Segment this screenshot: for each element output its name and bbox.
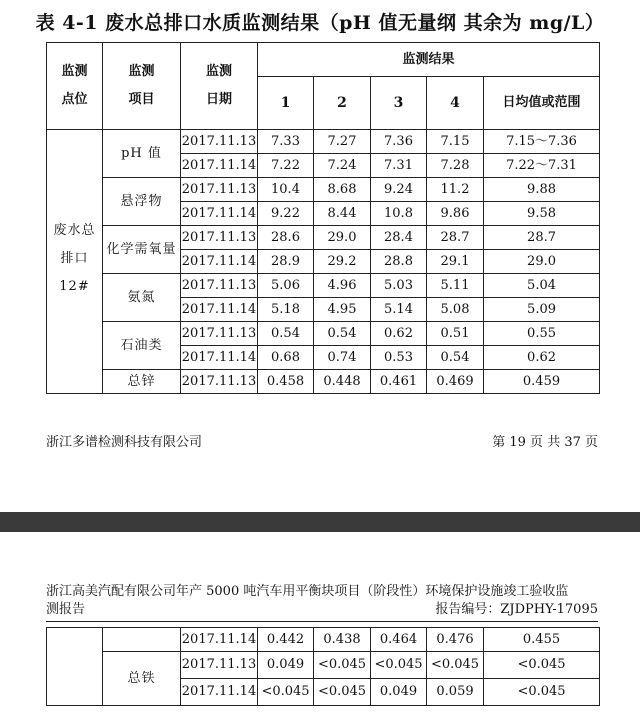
value-cell: 0.049 bbox=[258, 652, 314, 679]
avg-cell: 28.7 bbox=[484, 226, 600, 250]
value-cell: <0.045 bbox=[371, 652, 427, 679]
value-cell: 28.8 bbox=[371, 250, 427, 274]
avg-cell: 7.15～7.36 bbox=[484, 130, 600, 154]
date-cell: 2017.11.13 bbox=[181, 274, 258, 298]
value-cell: 0.059 bbox=[427, 679, 484, 706]
table-row bbox=[47, 652, 600, 679]
value-cell: 5.08 bbox=[427, 298, 484, 322]
date-cell: 2017.11.14 bbox=[181, 202, 258, 226]
header-col-4: 4 bbox=[427, 77, 484, 130]
avg-cell: <0.045 bbox=[484, 679, 600, 706]
date-cell: 2017.11.13 bbox=[181, 370, 258, 394]
avg-cell: 9.58 bbox=[484, 202, 600, 226]
avg-cell: 5.09 bbox=[484, 298, 600, 322]
value-cell: <0.045 bbox=[427, 652, 484, 679]
value-cell: 0.469 bbox=[427, 370, 484, 394]
monitoring-table-continued bbox=[46, 627, 600, 706]
date-cell: 2017.11.13 bbox=[181, 130, 258, 154]
avg-cell: 29.0 bbox=[484, 250, 600, 274]
next-page-header: 浙江高美汽配有限公司年产 5000 吨汽车用平衡块项目（阶段性）环境保护设施竣工验收监 bbox=[46, 584, 569, 599]
value-cell: 7.28 bbox=[427, 154, 484, 178]
value-cell: 11.2 bbox=[427, 178, 484, 202]
header-item-line1: 监测 bbox=[128, 64, 155, 79]
avg-cell: 7.22～7.31 bbox=[484, 154, 600, 178]
footer-page-number: 第 19 页 共 37 页 bbox=[492, 435, 598, 450]
header-results: 监测结果 bbox=[258, 43, 600, 77]
header-point bbox=[47, 43, 103, 130]
header-date-line1: 监测 bbox=[205, 64, 232, 79]
value-cell: 7.15 bbox=[427, 130, 484, 154]
value-cell: 7.36 bbox=[371, 130, 427, 154]
table-body bbox=[47, 130, 600, 394]
header-date-line2: 日期 bbox=[205, 92, 232, 107]
item-cell bbox=[103, 628, 181, 652]
value-cell: 5.18 bbox=[258, 298, 314, 322]
location-cell bbox=[47, 130, 103, 394]
value-cell: 0.442 bbox=[258, 628, 314, 652]
report-number: 报告编号：ZJDPHY-17095 bbox=[435, 602, 598, 617]
value-cell: 7.22 bbox=[258, 154, 314, 178]
value-cell: 5.14 bbox=[371, 298, 427, 322]
value-cell: 9.86 bbox=[427, 202, 484, 226]
avg-cell: 5.04 bbox=[484, 274, 600, 298]
value-cell: 0.476 bbox=[427, 628, 484, 652]
value-cell: 7.31 bbox=[371, 154, 427, 178]
value-cell: 0.54 bbox=[258, 322, 314, 346]
location-line: 排口 bbox=[60, 251, 89, 266]
item-cell: 氨氮 bbox=[103, 274, 181, 322]
value-cell: 28.9 bbox=[258, 250, 314, 274]
value-cell: 5.06 bbox=[258, 274, 314, 298]
item-cell: pH 值 bbox=[103, 130, 181, 178]
avg-cell: 0.459 bbox=[484, 370, 600, 394]
value-cell: 5.03 bbox=[371, 274, 427, 298]
header-point-line2: 点位 bbox=[61, 92, 88, 107]
value-cell: 4.96 bbox=[314, 274, 371, 298]
date-cell: 2017.11.14 bbox=[181, 298, 258, 322]
date-cell: 2017.11.14 bbox=[181, 679, 258, 706]
header-item bbox=[103, 43, 181, 130]
avg-cell: 0.455 bbox=[484, 628, 600, 652]
value-cell: 10.8 bbox=[371, 202, 427, 226]
date-cell: 2017.11.13 bbox=[181, 178, 258, 202]
date-cell: 2017.11.14 bbox=[181, 628, 258, 652]
location-cell bbox=[47, 628, 103, 706]
item-cell: 总锌 bbox=[103, 370, 181, 394]
value-cell: <0.045 bbox=[314, 679, 371, 706]
next-page-header-line2 bbox=[46, 601, 598, 619]
header-rule bbox=[46, 621, 598, 622]
header-item-line2: 项目 bbox=[128, 92, 155, 107]
value-cell: 5.11 bbox=[427, 274, 484, 298]
value-cell: 29.0 bbox=[314, 226, 371, 250]
value-cell: 7.24 bbox=[314, 154, 371, 178]
value-cell: <0.045 bbox=[314, 652, 371, 679]
avg-cell: 0.55 bbox=[484, 322, 600, 346]
table-body-continued bbox=[47, 628, 600, 706]
value-cell: 8.44 bbox=[314, 202, 371, 226]
value-cell: 0.53 bbox=[371, 346, 427, 370]
monitoring-table bbox=[46, 42, 600, 394]
date-cell: 2017.11.14 bbox=[181, 250, 258, 274]
next-page-header-left: 测报告 bbox=[46, 602, 86, 617]
table-row bbox=[47, 370, 600, 394]
value-cell: 0.54 bbox=[314, 322, 371, 346]
page-divider bbox=[0, 512, 640, 532]
table-row bbox=[47, 274, 600, 298]
header-avg: 日均值或范围 bbox=[484, 77, 600, 130]
value-cell: 0.68 bbox=[258, 346, 314, 370]
header-col-2: 2 bbox=[314, 77, 371, 130]
avg-cell: 9.88 bbox=[484, 178, 600, 202]
footer-company: 浙江多谱检测科技有限公司 bbox=[46, 435, 203, 450]
date-cell: 2017.11.14 bbox=[181, 346, 258, 370]
item-cell: 悬浮物 bbox=[103, 178, 181, 226]
date-cell: 2017.11.13 bbox=[181, 652, 258, 679]
header-col-1: 1 bbox=[258, 77, 314, 130]
table-row bbox=[47, 130, 600, 154]
table-row bbox=[47, 178, 600, 202]
item-cell: 化学需氧量 bbox=[103, 226, 181, 274]
value-cell: 0.54 bbox=[427, 346, 484, 370]
value-cell: 9.24 bbox=[371, 178, 427, 202]
date-cell: 2017.11.13 bbox=[181, 322, 258, 346]
value-cell: 29.2 bbox=[314, 250, 371, 274]
table-row bbox=[47, 322, 600, 346]
value-cell: 0.458 bbox=[258, 370, 314, 394]
date-cell: 2017.11.13 bbox=[181, 226, 258, 250]
value-cell: 10.4 bbox=[258, 178, 314, 202]
avg-cell: 0.62 bbox=[484, 346, 600, 370]
item-cell: 石油类 bbox=[103, 322, 181, 370]
table-row bbox=[47, 226, 600, 250]
location-line: 12# bbox=[59, 279, 90, 294]
value-cell: 8.68 bbox=[314, 178, 371, 202]
value-cell: 4.95 bbox=[314, 298, 371, 322]
value-cell: 7.27 bbox=[314, 130, 371, 154]
value-cell: 0.62 bbox=[371, 322, 427, 346]
avg-cell: <0.045 bbox=[484, 652, 600, 679]
value-cell: 0.461 bbox=[371, 370, 427, 394]
value-cell: 0.049 bbox=[371, 679, 427, 706]
value-cell: 0.74 bbox=[314, 346, 371, 370]
table-row bbox=[47, 628, 600, 652]
header-point-line1: 监测 bbox=[61, 64, 88, 79]
header-col-3: 3 bbox=[371, 77, 427, 130]
value-cell: 0.448 bbox=[314, 370, 371, 394]
value-cell: 0.51 bbox=[427, 322, 484, 346]
value-cell: 0.464 bbox=[371, 628, 427, 652]
location-line: 废水总 bbox=[53, 223, 96, 238]
header-date bbox=[181, 43, 258, 130]
value-cell: 28.6 bbox=[258, 226, 314, 250]
table-title: 表 4-1 废水总排口水质监测结果（pH 值无量纲 其余为 mg/L） bbox=[35, 12, 605, 34]
value-cell: 9.22 bbox=[258, 202, 314, 226]
value-cell: 7.33 bbox=[258, 130, 314, 154]
date-cell: 2017.11.14 bbox=[181, 154, 258, 178]
value-cell: 0.438 bbox=[314, 628, 371, 652]
item-cell: 总铁 bbox=[103, 652, 181, 706]
value-cell: 29.1 bbox=[427, 250, 484, 274]
value-cell: 28.7 bbox=[427, 226, 484, 250]
value-cell: <0.045 bbox=[258, 679, 314, 706]
value-cell: 28.4 bbox=[371, 226, 427, 250]
